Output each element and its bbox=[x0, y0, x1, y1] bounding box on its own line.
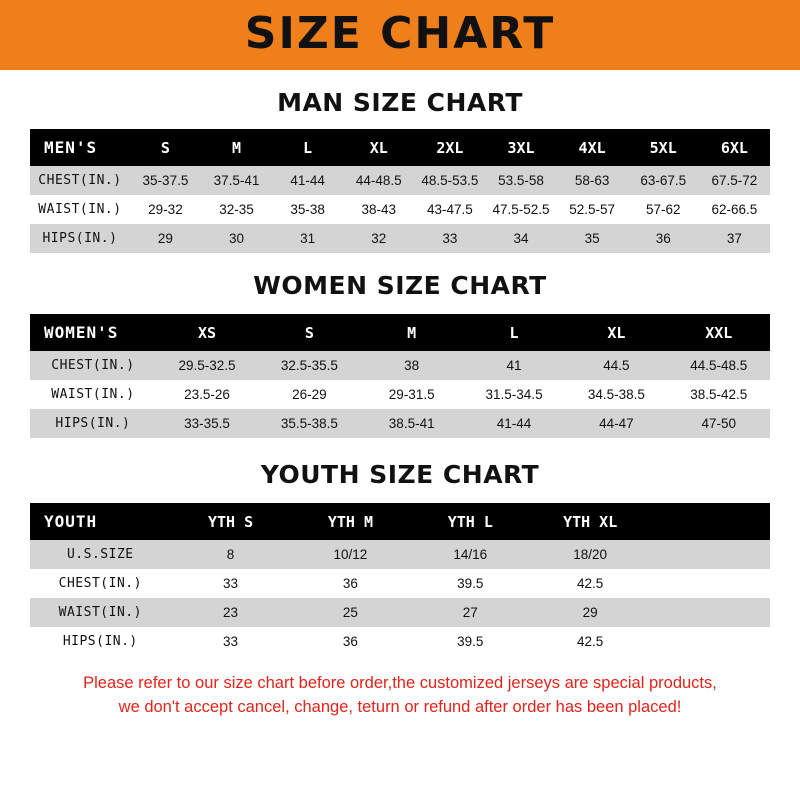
youth-hips-l: 39.5 bbox=[410, 627, 530, 656]
women-row-label-hips: HIPS(IN.) bbox=[30, 409, 156, 438]
youth-col-header-l: YTH L bbox=[410, 503, 530, 540]
men-hips-l: 31 bbox=[272, 224, 343, 253]
men-section-title: MAN SIZE CHART bbox=[277, 88, 523, 117]
men-row-label-chest: CHEST(IN.) bbox=[30, 166, 130, 195]
women-row-label-waist: WAIST(IN.) bbox=[30, 380, 156, 409]
men-waist-l: 35-38 bbox=[272, 195, 343, 224]
men-col-header-l: L bbox=[272, 129, 343, 166]
men-chest-2xl: 48.5-53.5 bbox=[414, 166, 485, 195]
women-col-header-label: WOMEN'S bbox=[30, 314, 156, 351]
men-waist-xl: 38-43 bbox=[343, 195, 414, 224]
women-size-table bbox=[30, 314, 770, 438]
women-waist-l: 31.5-34.5 bbox=[463, 380, 565, 409]
table-row bbox=[30, 569, 770, 598]
youth-row-label-chest: CHEST(IN.) bbox=[30, 569, 171, 598]
men-waist-3xl: 47.5-52.5 bbox=[485, 195, 556, 224]
youth-ussize-l: 14/16 bbox=[410, 540, 530, 569]
men-chest-xl: 44-48.5 bbox=[343, 166, 414, 195]
youth-section-title: YOUTH SIZE CHART bbox=[260, 460, 540, 489]
women-col-header-xs: XS bbox=[156, 314, 258, 351]
men-waist-m: 32-35 bbox=[201, 195, 272, 224]
youth-col-header-xl: YTH XL bbox=[530, 503, 650, 540]
men-hips-5xl: 36 bbox=[628, 224, 699, 253]
men-chest-3xl: 53.5-58 bbox=[485, 166, 556, 195]
youth-col-header-empty bbox=[650, 503, 770, 540]
women-chest-m: 38 bbox=[361, 351, 463, 380]
women-chest-l: 41 bbox=[463, 351, 565, 380]
table-row bbox=[30, 598, 770, 627]
women-hips-xxl: 47-50 bbox=[668, 409, 770, 438]
youth-chest-m: 36 bbox=[290, 569, 410, 598]
women-hips-s: 35.5-38.5 bbox=[258, 409, 360, 438]
youth-col-header-label: YOUTH bbox=[30, 503, 171, 540]
youth-row-label-hips: HIPS(IN.) bbox=[30, 627, 171, 656]
women-col-header-xxl: XXL bbox=[668, 314, 770, 351]
men-chest-5xl: 63-67.5 bbox=[628, 166, 699, 195]
women-chest-s: 32.5-35.5 bbox=[258, 351, 360, 380]
men-col-header-4xl: 4XL bbox=[557, 129, 628, 166]
men-chest-l: 41-44 bbox=[272, 166, 343, 195]
women-hips-xs: 33-35.5 bbox=[156, 409, 258, 438]
men-waist-5xl: 57-62 bbox=[628, 195, 699, 224]
youth-chest-s: 33 bbox=[171, 569, 291, 598]
women-hips-l: 41-44 bbox=[463, 409, 565, 438]
men-waist-2xl: 43-47.5 bbox=[414, 195, 485, 224]
women-row-label-chest: CHEST(IN.) bbox=[30, 351, 156, 380]
youth-ussize-m: 10/12 bbox=[290, 540, 410, 569]
table-header-row bbox=[30, 314, 770, 351]
men-col-header-3xl: 3XL bbox=[485, 129, 556, 166]
page-title: SIZE CHART bbox=[244, 8, 556, 59]
youth-chest-empty bbox=[650, 569, 770, 598]
men-col-header-xl: XL bbox=[343, 129, 414, 166]
youth-hips-xl: 42.5 bbox=[530, 627, 650, 656]
men-hips-m: 30 bbox=[201, 224, 272, 253]
youth-waist-empty bbox=[650, 598, 770, 627]
women-waist-xl: 34.5-38.5 bbox=[565, 380, 667, 409]
table-header-row bbox=[30, 129, 770, 166]
men-waist-6xl: 62-66.5 bbox=[699, 195, 770, 224]
women-col-header-m: M bbox=[361, 314, 463, 351]
women-waist-m: 29-31.5 bbox=[361, 380, 463, 409]
men-hips-3xl: 34 bbox=[485, 224, 556, 253]
youth-size-table bbox=[30, 503, 770, 656]
table-row bbox=[30, 224, 770, 253]
youth-hips-s: 33 bbox=[171, 627, 291, 656]
table-header-row bbox=[30, 503, 770, 540]
women-section-title: WOMEN SIZE CHART bbox=[253, 271, 547, 300]
men-row-label-waist: WAIST(IN.) bbox=[30, 195, 130, 224]
footer-disclaimer-line-1: Please refer to our size chart before order,the customized jerseys are special products, bbox=[83, 674, 717, 692]
men-chest-s: 35-37.5 bbox=[130, 166, 201, 195]
men-hips-2xl: 33 bbox=[414, 224, 485, 253]
youth-waist-l: 27 bbox=[410, 598, 530, 627]
women-waist-xxl: 38.5-42.5 bbox=[668, 380, 770, 409]
header-left-accent-bar bbox=[0, 0, 26, 70]
table-row bbox=[30, 351, 770, 380]
men-hips-s: 29 bbox=[130, 224, 201, 253]
youth-waist-xl: 29 bbox=[530, 598, 650, 627]
youth-ussize-s: 8 bbox=[171, 540, 291, 569]
youth-hips-empty bbox=[650, 627, 770, 656]
women-hips-xl: 44-47 bbox=[565, 409, 667, 438]
footer-disclaimer bbox=[30, 672, 770, 720]
men-col-header-6xl: 6XL bbox=[699, 129, 770, 166]
youth-row-label-ussize: U.S.SIZE bbox=[30, 540, 171, 569]
youth-waist-m: 25 bbox=[290, 598, 410, 627]
content-area bbox=[0, 70, 800, 800]
women-chest-xl: 44.5 bbox=[565, 351, 667, 380]
table-row bbox=[30, 540, 770, 569]
header-right-accent-bar bbox=[774, 0, 800, 70]
men-hips-xl: 32 bbox=[343, 224, 414, 253]
table-row bbox=[30, 627, 770, 656]
page-header bbox=[26, 0, 774, 70]
footer-disclaimer-line-2: we don't accept cancel, change, teturn or refund after order has been placed! bbox=[118, 697, 682, 716]
women-waist-xs: 23.5-26 bbox=[156, 380, 258, 409]
table-row bbox=[30, 409, 770, 438]
men-col-header-label: MEN'S bbox=[30, 129, 130, 166]
men-hips-6xl: 37 bbox=[699, 224, 770, 253]
men-waist-4xl: 52.5-57 bbox=[557, 195, 628, 224]
men-row-label-hips: HIPS(IN.) bbox=[30, 224, 130, 253]
youth-waist-s: 23 bbox=[171, 598, 291, 627]
table-row bbox=[30, 166, 770, 195]
men-chest-6xl: 67.5-72 bbox=[699, 166, 770, 195]
men-col-header-2xl: 2XL bbox=[414, 129, 485, 166]
youth-ussize-empty bbox=[650, 540, 770, 569]
youth-col-header-s: YTH S bbox=[171, 503, 291, 540]
youth-ussize-xl: 18/20 bbox=[530, 540, 650, 569]
youth-chest-xl: 42.5 bbox=[530, 569, 650, 598]
men-size-table bbox=[30, 129, 770, 253]
youth-col-header-m: YTH M bbox=[290, 503, 410, 540]
youth-chest-l: 39.5 bbox=[410, 569, 530, 598]
women-col-header-xl: XL bbox=[565, 314, 667, 351]
women-chest-xs: 29.5-32.5 bbox=[156, 351, 258, 380]
men-hips-4xl: 35 bbox=[557, 224, 628, 253]
men-chest-m: 37.5-41 bbox=[201, 166, 272, 195]
women-col-header-l: L bbox=[463, 314, 565, 351]
youth-row-label-waist: WAIST(IN.) bbox=[30, 598, 171, 627]
men-col-header-5xl: 5XL bbox=[628, 129, 699, 166]
youth-hips-m: 36 bbox=[290, 627, 410, 656]
men-col-header-s: S bbox=[130, 129, 201, 166]
men-waist-s: 29-32 bbox=[130, 195, 201, 224]
men-chest-4xl: 58-63 bbox=[557, 166, 628, 195]
table-row bbox=[30, 380, 770, 409]
table-row bbox=[30, 195, 770, 224]
women-chest-xxl: 44.5-48.5 bbox=[668, 351, 770, 380]
women-col-header-s: S bbox=[258, 314, 360, 351]
women-hips-m: 38.5-41 bbox=[361, 409, 463, 438]
men-col-header-m: M bbox=[201, 129, 272, 166]
women-waist-s: 26-29 bbox=[258, 380, 360, 409]
